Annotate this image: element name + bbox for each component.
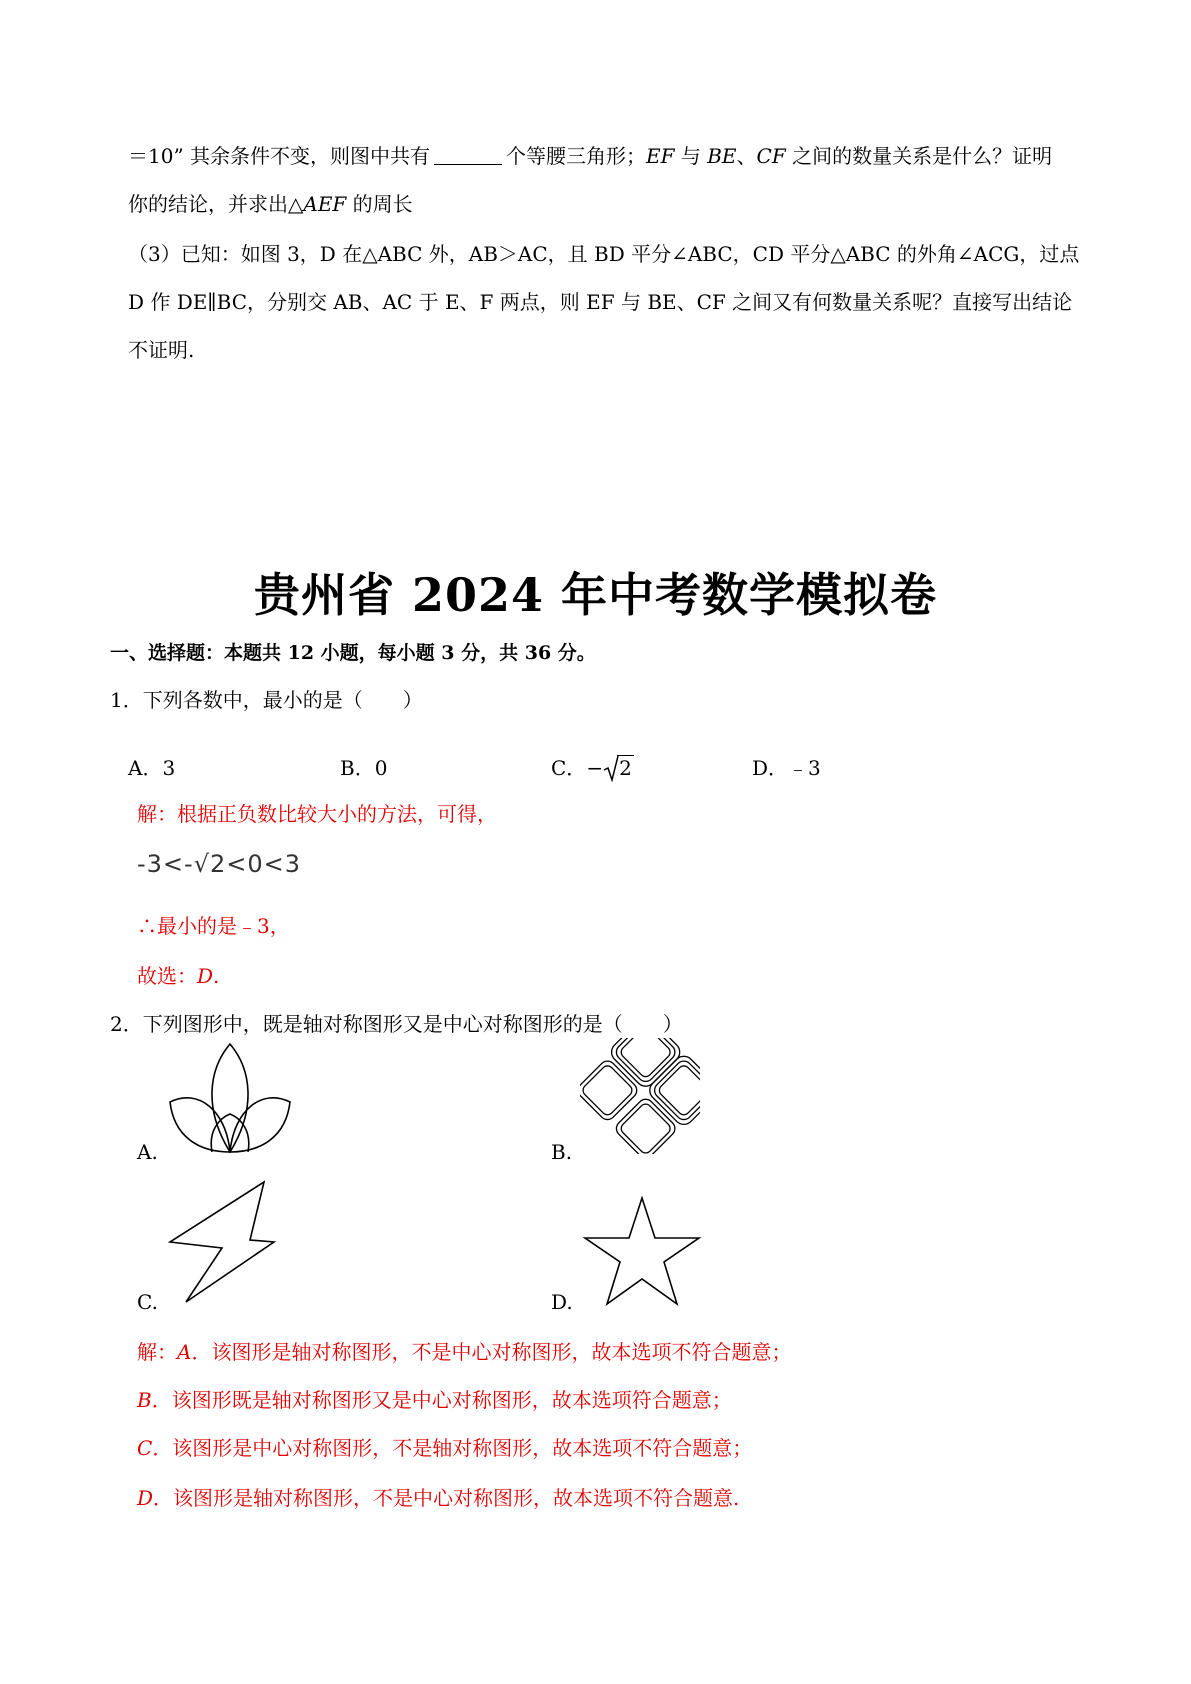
option-letter: A	[177, 1340, 192, 1364]
radical-sign-icon	[603, 754, 619, 782]
continuation-line-5: 不证明.	[128, 338, 195, 362]
text-segment: BE	[707, 144, 737, 168]
q2-option-b-label: B.	[551, 1140, 573, 1164]
q1-solution-line-2: ∴最小的是﹣3，	[137, 914, 290, 938]
sqrt-expression	[603, 756, 634, 780]
q1-solution-line-1: 解：根据正负数比较大小的方法，可得，	[137, 802, 497, 826]
text-segment: 、	[736, 144, 757, 168]
minus-sign: −	[586, 756, 604, 780]
q2-option-c-label: C.	[137, 1290, 158, 1314]
text-segment: ．该图形是轴对称图形，不是中心对称图形，故本选项不符合题意；	[191, 1340, 792, 1364]
q2-solution-c	[137, 1434, 752, 1462]
q2-option-d-label: D.	[551, 1290, 573, 1314]
q1-solution-line-3	[137, 962, 219, 990]
q2-solution-d	[137, 1484, 739, 1512]
text-segment: 你的结论，并求出△	[128, 192, 304, 216]
text-segment: ．该图形是轴对称图形，不是中心对称图形，故本选项不符合题意.	[153, 1486, 740, 1510]
question-1-stem: 1．下列各数中，最小的是（ ）	[110, 688, 423, 712]
q1-inequality-image: -3<-√2<0<3	[137, 850, 302, 878]
lotus-figure-icon	[168, 1040, 294, 1160]
answer-letter: D	[197, 964, 214, 988]
text-segment: 的周长	[346, 192, 413, 216]
q1-option-c	[551, 752, 634, 781]
text-segment: 个等腰三角形；	[506, 144, 647, 168]
text-segment: CF	[756, 144, 786, 168]
option-letter: D	[137, 1486, 154, 1510]
q1-option-d: D．﹣3	[752, 756, 821, 780]
lightning-bolt-figure-icon	[166, 1180, 278, 1304]
text-segment: ．该图形既是轴对称图形又是中心对称图形，故本选项符合题意；	[151, 1388, 732, 1412]
option-label: C．	[551, 756, 587, 780]
text-segment: ．该图形是中心对称图形，不是轴对称图形，故本选项不符合题意；	[152, 1436, 753, 1460]
text-segment: 之间的数量关系是什么？证明	[785, 144, 1053, 168]
continuation-line-2	[128, 190, 413, 218]
star-figure-icon	[582, 1196, 702, 1306]
radicand: 2	[619, 756, 632, 780]
text-segment: AEF	[303, 192, 347, 216]
q1-option-a: A．3	[128, 756, 176, 780]
option-letter: B	[137, 1388, 152, 1412]
q2-option-a-label: A.	[137, 1140, 158, 1164]
section-heading: 一、选择题：本题共 12 小题，每小题 3 分，共 36 分。	[110, 642, 596, 664]
question-2-stem: 2．下列图形中，既是轴对称图形又是中心对称图形的是（ ）	[110, 1012, 683, 1036]
page-title: 贵州省 2024 年中考数学模拟卷	[253, 568, 938, 622]
q2-solution-b	[137, 1386, 732, 1414]
text-segment: .	[213, 964, 220, 988]
text-segment: EF	[646, 144, 675, 168]
continuation-line-1	[128, 142, 1052, 170]
option-letter: C	[137, 1436, 153, 1460]
text-segment: ＝10” 其余条件不变，则图中共有	[128, 144, 431, 168]
continuation-line-3: （3）已知：如图 3，D 在△ABC 外，AB＞AC，且 BD 平分∠ABC，CD 平分△ABC 的外角∠ACG，过点	[128, 242, 1080, 266]
text-segment: 故选：	[137, 964, 197, 988]
text-segment: 解：	[137, 1340, 177, 1364]
text-segment: 与	[674, 144, 708, 168]
continuation-line-4: D 作 DE∥BC，分别交 AB、AC 于 E、F 两点，则 EF 与 BE、CF 之间又有何数量关系呢？直接写出结论	[128, 290, 1073, 314]
q2-solution-a	[137, 1338, 791, 1366]
q1-option-b: B．0	[340, 756, 388, 780]
answer-blank	[434, 146, 502, 165]
interlaced-squares-figure-icon	[580, 1038, 700, 1154]
